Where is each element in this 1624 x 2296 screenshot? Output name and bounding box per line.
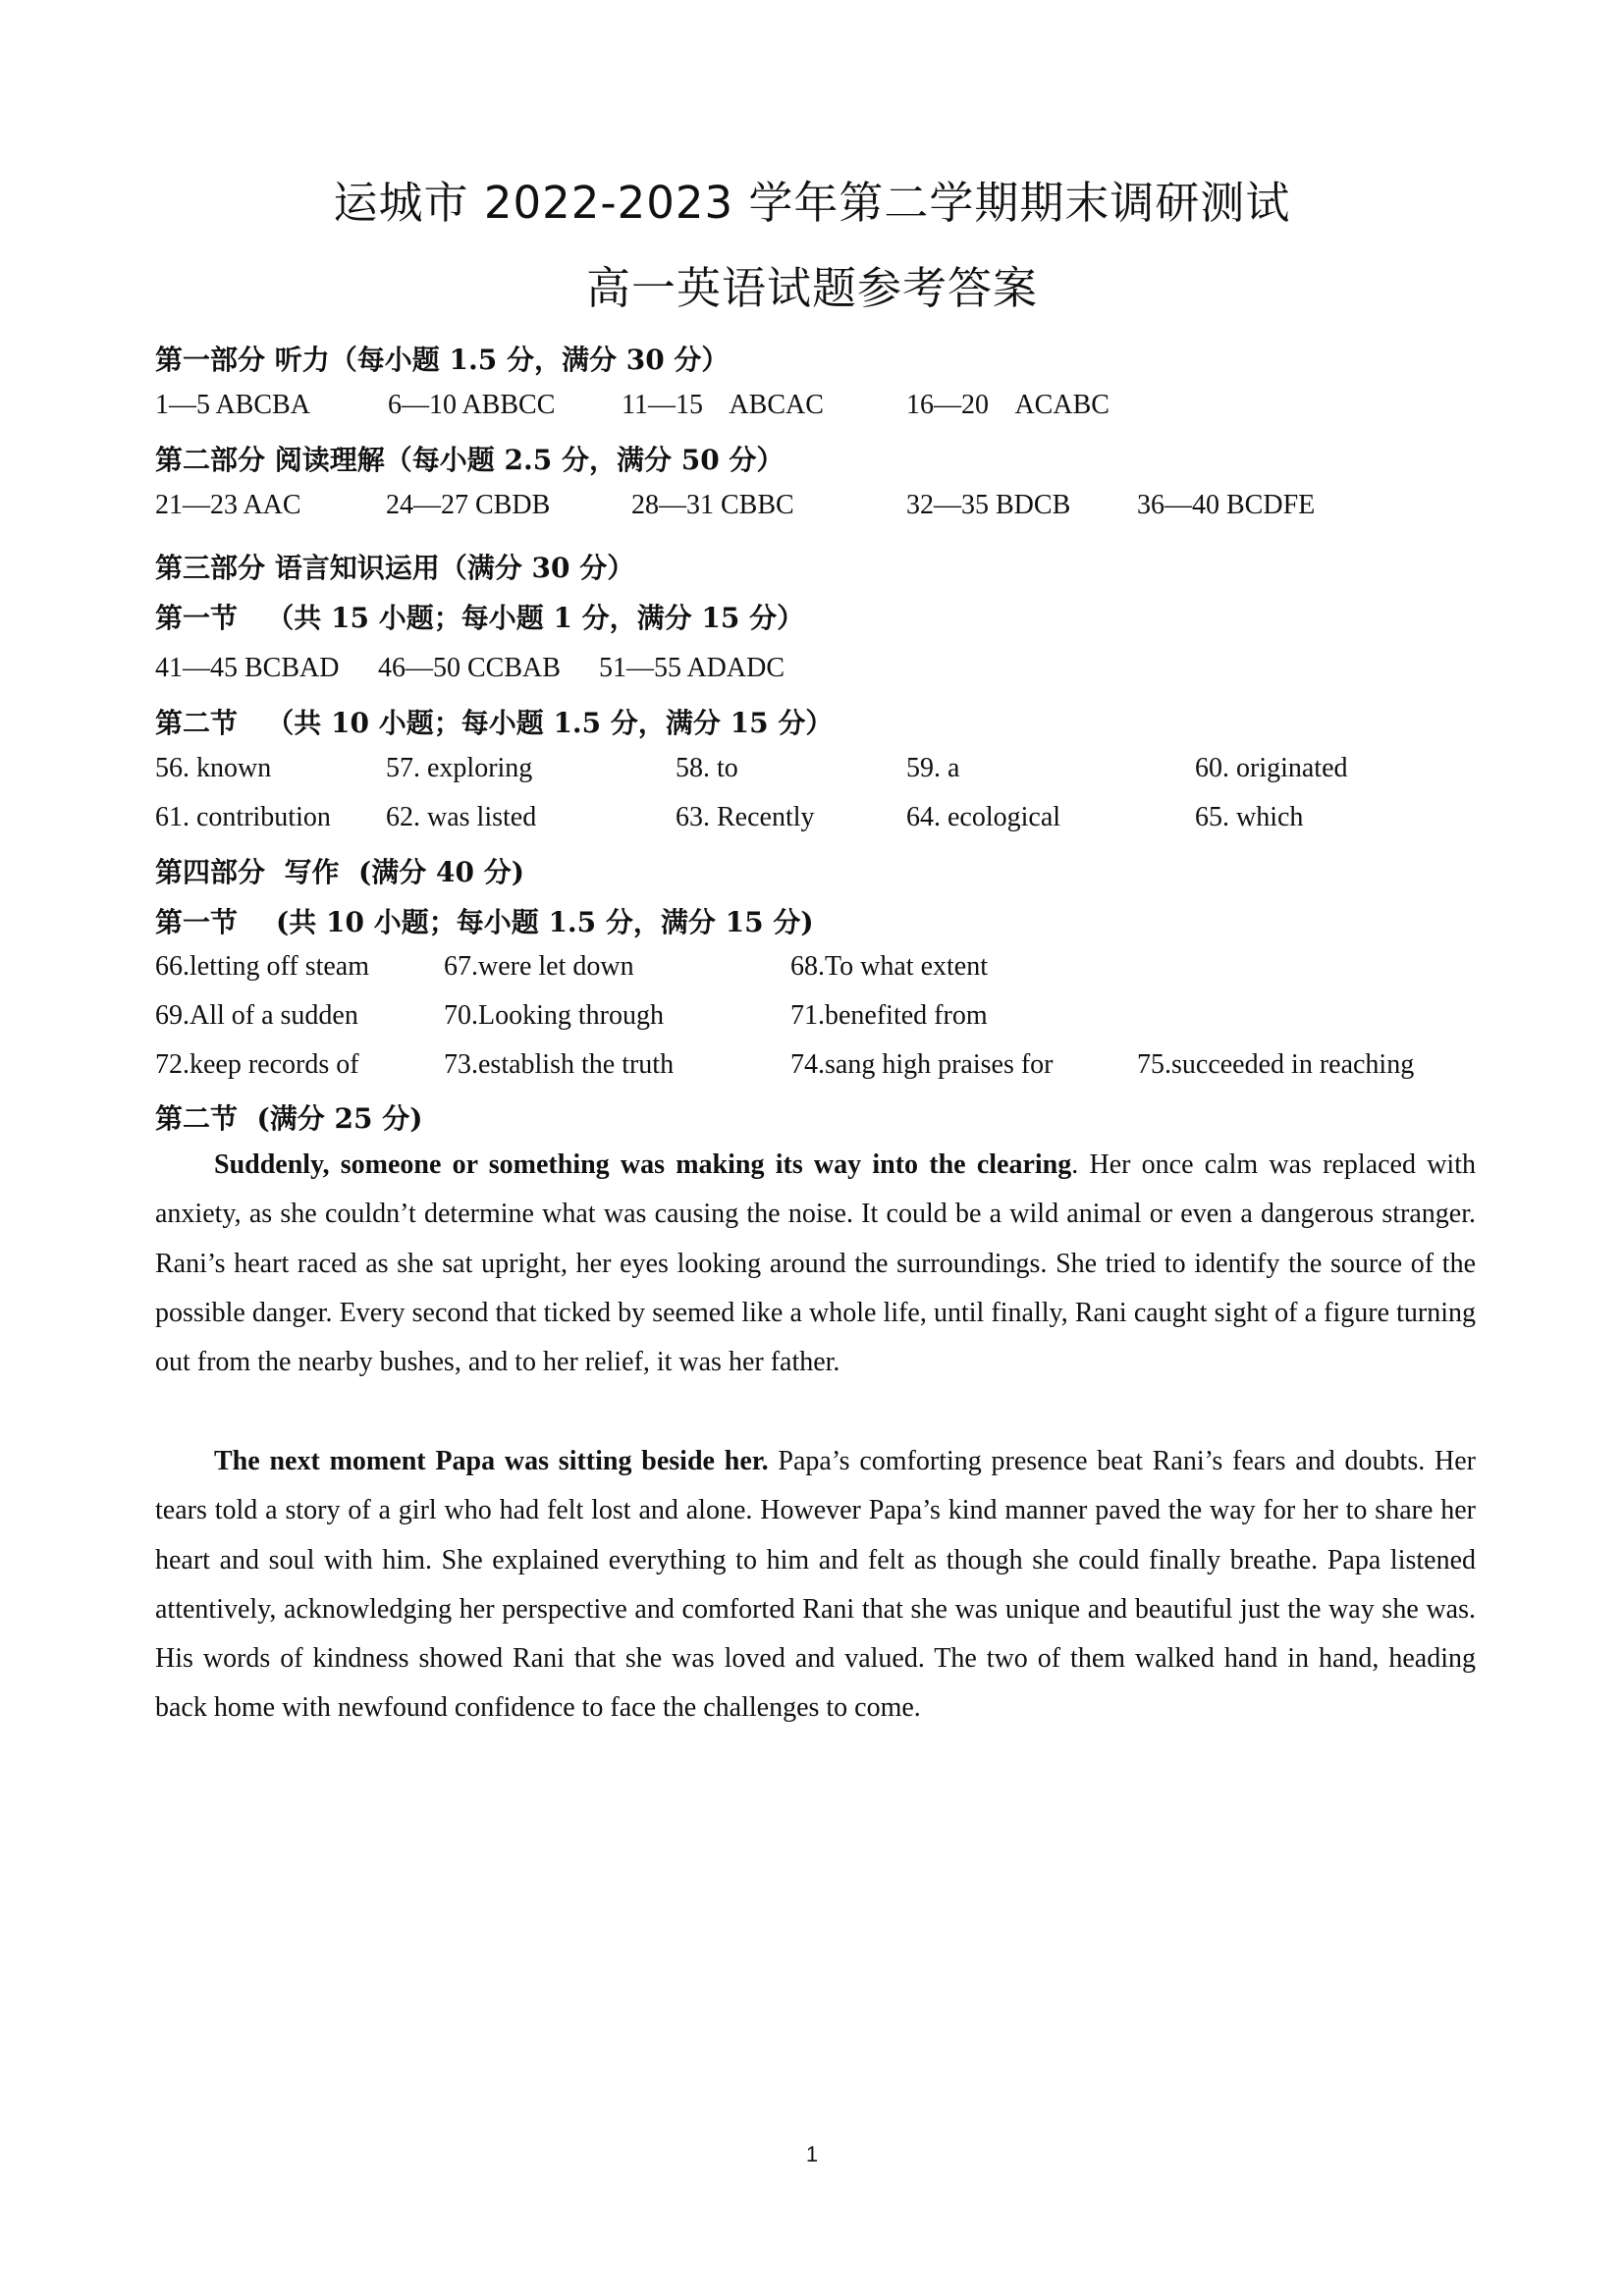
answer-item: 75.succeeded in reaching xyxy=(1137,1049,1415,1080)
answer-item: 72.keep records of xyxy=(155,1049,359,1080)
part3-section1-answers-row xyxy=(0,653,1624,686)
answer-group: 41—45 BCBAD xyxy=(155,653,340,683)
document-title: 运城市 2022-2023 学年第二学期期末调研测试 xyxy=(333,177,1291,229)
answer-group: 6—10 ABBCC xyxy=(388,390,556,420)
part1-heading: 第一部分 听力（每小题 1.5 分，满分 30 分） xyxy=(155,344,730,376)
answer-item: 63. Recently xyxy=(676,802,815,832)
answer-group: 28—31 CBBC xyxy=(631,490,794,520)
answer-item: 57. exploring xyxy=(386,753,533,783)
answer-group: 16—20 ACABC xyxy=(906,390,1110,420)
answer-item: 70.Looking through xyxy=(444,1000,664,1031)
essay-paragraph-2-lead: The next moment Papa was sitting beside her. xyxy=(214,1446,769,1476)
part4-heading: 第四部分 写作 (满分 40 分) xyxy=(155,856,524,888)
answer-item: 62. was listed xyxy=(386,802,537,832)
answer-item: 59. a xyxy=(906,753,960,783)
part4-section1-row3 xyxy=(0,1049,1624,1083)
part3-section2-row1 xyxy=(0,753,1624,786)
answer-item: 56. known xyxy=(155,753,272,783)
part1-answers-row xyxy=(0,390,1624,423)
answer-group: 36—40 BCDFE xyxy=(1137,490,1316,520)
part4-section1-row1 xyxy=(0,951,1624,985)
answer-item: 58. to xyxy=(676,753,738,783)
answer-item: 68.To what extent xyxy=(790,951,988,982)
answer-item: 71.benefited from xyxy=(790,1000,988,1031)
part4-section2-heading: 第二节 (满分 25 分) xyxy=(155,1102,423,1135)
document-subtitle: 高一英语试题参考答案 xyxy=(585,262,1038,314)
part2-answers-row xyxy=(0,490,1624,523)
part4-section1-row2 xyxy=(0,1000,1624,1034)
answer-group: 21—23 AAC xyxy=(155,490,301,520)
part3-section1-heading: 第一节 （共 15 小题；每小题 1 分，满分 15 分） xyxy=(155,602,805,634)
answer-group: 51—55 ADADC xyxy=(599,653,785,683)
answer-item: 65. which xyxy=(1195,802,1304,832)
essay-paragraph-2-body: Papa’s comforting presence beat Rani’s fears and doubts. Her tears told a story of a girl who had felt lost and alone. However Papa’s kind manner paved the way for her to share her heart and soul with him. She explained everything to him and felt as though she could finally breathe. Papa listened attentively, acknowledging her perspective and comforted Rani that she was unique and beautiful just the way she was. His words of kindness showed Rani that she was loved and valued. The two of them walked hand in hand, heading back home with newfound confidence to face the challenges to come. xyxy=(155,1446,1476,1724)
page-number: 1 xyxy=(805,2142,819,2166)
answer-item: 67.were let down xyxy=(444,951,634,982)
part3-section2-heading: 第二节 （共 10 小题；每小题 1.5 分，满分 15 分） xyxy=(155,707,834,739)
answer-item: 60. originated xyxy=(1195,753,1348,783)
answer-item: 74.sang high praises for xyxy=(790,1049,1054,1080)
answer-item: 73.establish the truth xyxy=(444,1049,675,1080)
essay-paragraph-1-lead: Suddenly, someone or something was making its way into the clearing xyxy=(214,1149,1072,1180)
essay-paragraph-2 xyxy=(155,1437,1476,1734)
answer-group: 46—50 CCBAB xyxy=(378,653,561,683)
part4-section1-heading: 第一节 (共 10 小题；每小题 1.5 分，满分 15 分) xyxy=(155,906,814,938)
answer-group: 32—35 BDCB xyxy=(906,490,1071,520)
answer-group: 24—27 CBDB xyxy=(386,490,551,520)
answer-item: 61. contribution xyxy=(155,802,331,832)
essay-paragraph-1-body: . Her once calm was replaced with anxiety, as she couldn’t determine what was causing the noise. It could be a wild animal or even a dangerous stranger. Rani’s heart raced as she sat upright, her eyes looking around the surroundings. She tried to identify the source of the possible danger. Every second that ticked by seemed like a whole life, until finally, Rani caught sight of a figure turning out from the nearby bushes, and to her relief, it was her father. xyxy=(155,1149,1476,1378)
answer-item: 66.letting off steam xyxy=(155,951,369,982)
answer-item: 69.All of a sudden xyxy=(155,1000,358,1031)
answer-group: 11—15 ABCAC xyxy=(622,390,824,420)
part3-section2-row2 xyxy=(0,802,1624,835)
essay-paragraph-1 xyxy=(155,1141,1476,1387)
part2-heading: 第二部分 阅读理解（每小题 2.5 分，满分 50 分） xyxy=(155,444,785,476)
part3-heading: 第三部分 语言知识运用（满分 30 分） xyxy=(155,552,635,584)
answer-group: 1—5 ABCBA xyxy=(155,390,310,420)
answer-item: 64. ecological xyxy=(906,802,1061,832)
